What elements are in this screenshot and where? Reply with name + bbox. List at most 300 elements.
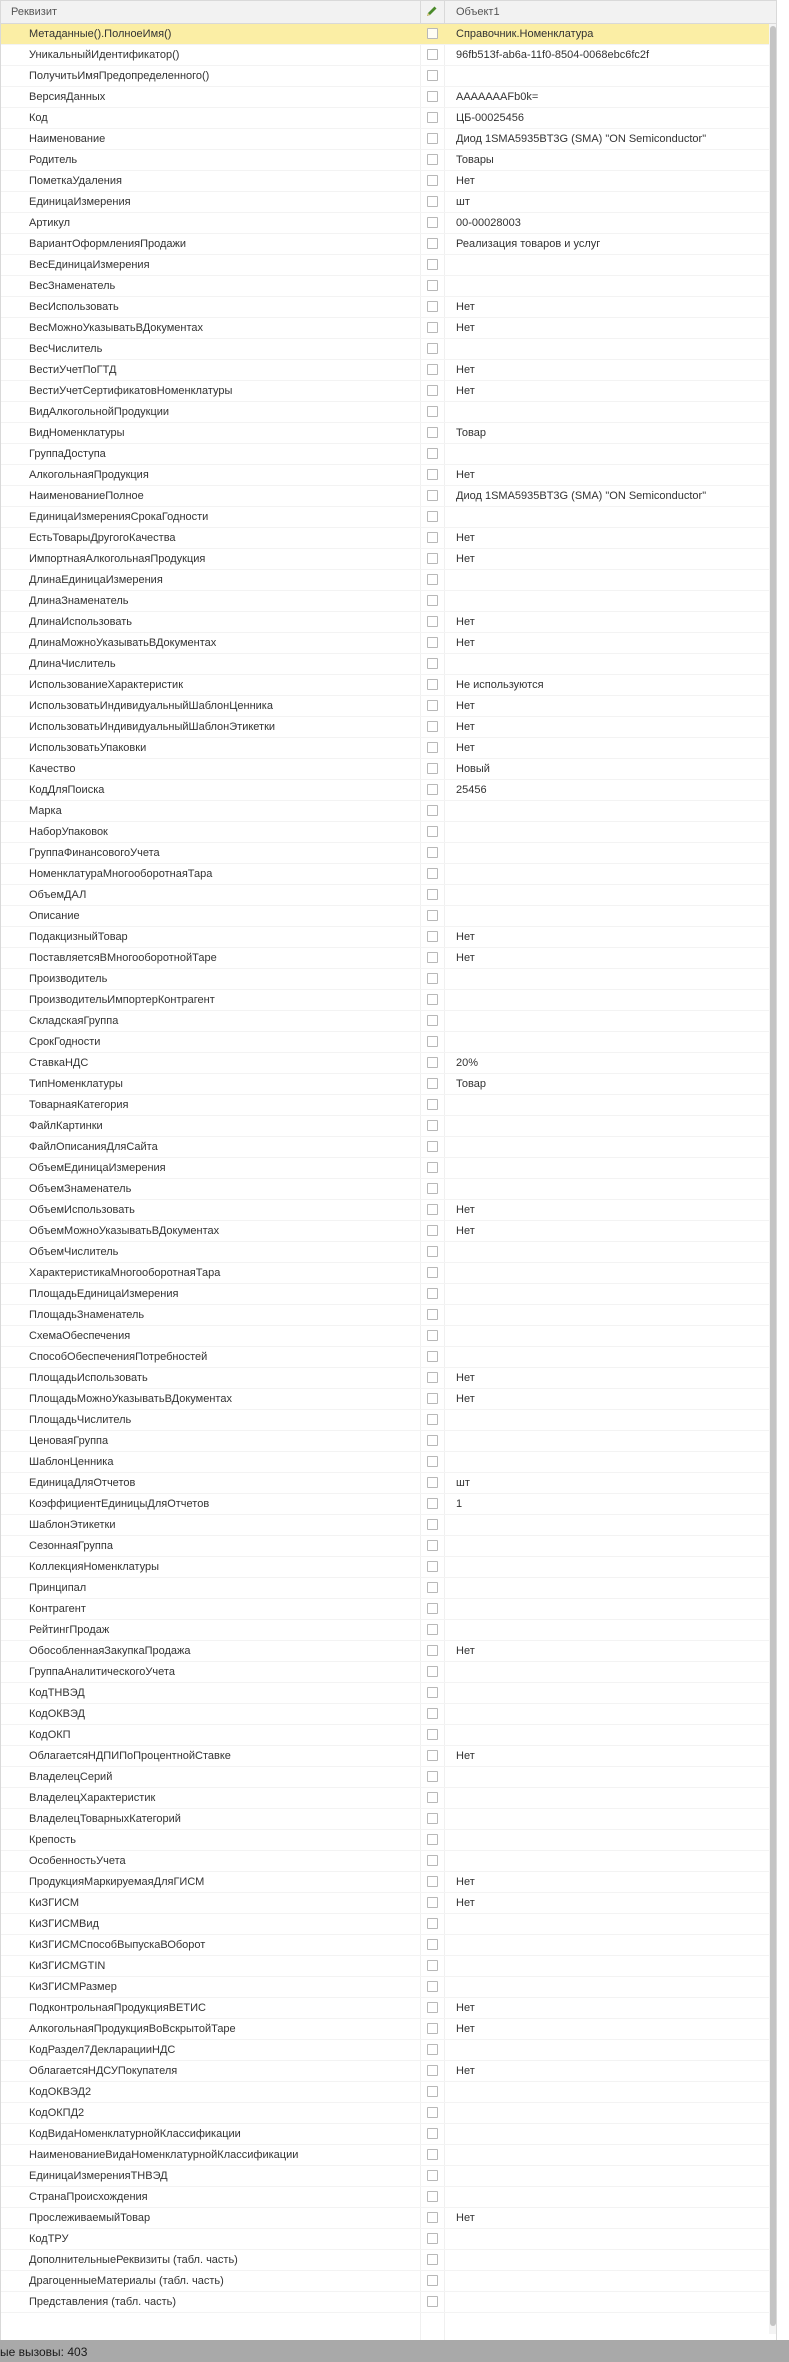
requisite-name: ВестиУчетСертификатовНоменклатуры [29, 385, 233, 397]
row-checkbox[interactable] [427, 2023, 438, 2034]
table-row[interactable] [1, 1809, 777, 1830]
table-row[interactable] [1, 1389, 777, 1410]
row-checkbox[interactable] [427, 2254, 438, 2265]
row-checkbox[interactable] [427, 2128, 438, 2139]
requisite-name: ВесЧислитель [29, 343, 103, 355]
row-checkbox[interactable] [427, 658, 438, 669]
table-row[interactable] [1, 822, 777, 843]
row-checkbox[interactable] [427, 910, 438, 921]
row-checkbox[interactable] [427, 1792, 438, 1803]
requisite-value: Нет [456, 2023, 475, 2035]
table-row[interactable] [1, 2082, 777, 2103]
row-checkbox[interactable] [427, 763, 438, 774]
table-row[interactable] [1, 591, 777, 612]
row-checkbox[interactable] [427, 1435, 438, 1446]
requisite-name: ПрослеживаемыйТовар [29, 2212, 151, 2224]
requisite-name: СрокГодности [29, 1036, 101, 1048]
table-row[interactable] [1, 1830, 777, 1851]
table-row[interactable] [1, 1473, 777, 1494]
row-checkbox[interactable] [427, 952, 438, 963]
table-row[interactable] [1, 675, 777, 696]
row-checkbox[interactable] [427, 2191, 438, 2202]
row-checkbox[interactable] [427, 469, 438, 480]
row-checkbox[interactable] [427, 973, 438, 984]
row-checkbox[interactable] [427, 1876, 438, 1887]
table-row[interactable] [1, 444, 777, 465]
requisite-name: ОблагаетсяНДСУПокупателя [29, 2065, 178, 2077]
table-row[interactable] [1, 381, 777, 402]
requisite-name: ЕдиницаИзмерения [29, 196, 131, 208]
requisite-name: Принципал [29, 1582, 87, 1594]
row-checkbox[interactable] [427, 1267, 438, 1278]
table-row[interactable] [1, 885, 777, 906]
table-row[interactable] [1, 1116, 777, 1137]
row-checkbox[interactable] [427, 1981, 438, 1992]
requisite-value: 20% [456, 1057, 479, 1069]
table-row[interactable] [1, 2040, 777, 2061]
table-row[interactable] [1, 549, 777, 570]
table-row[interactable] [1, 2145, 777, 2166]
table-row[interactable] [1, 1578, 777, 1599]
row-checkbox[interactable] [427, 1666, 438, 1677]
requisite-name: КодРаздел7ДекларацииНДС [29, 2044, 176, 2056]
requisite-value: Нет [456, 469, 475, 481]
row-checkbox[interactable] [427, 1372, 438, 1383]
row-checkbox[interactable] [427, 217, 438, 228]
row-checkbox[interactable] [427, 133, 438, 144]
table-row[interactable] [1, 1494, 777, 1515]
requisite-name: ИспользоватьИндивидуальныйШаблонЭтикетки [29, 721, 276, 733]
table-header [1, 1, 777, 24]
row-checkbox[interactable] [427, 49, 438, 60]
table-row[interactable] [1, 486, 777, 507]
table-row[interactable] [1, 1137, 777, 1158]
row-checkbox[interactable] [427, 364, 438, 375]
row-checkbox[interactable] [427, 28, 438, 39]
requisite-name: ВладелецХарактеристик [29, 1792, 156, 1804]
row-checkbox[interactable] [427, 1540, 438, 1551]
table-row[interactable] [1, 1620, 777, 1641]
requisite-name: ПометкаУдаления [29, 175, 122, 187]
row-checkbox[interactable] [427, 637, 438, 648]
status-text: ые вызовы: 403 [0, 2345, 88, 2359]
table-row[interactable] [1, 24, 777, 45]
row-checkbox[interactable] [427, 448, 438, 459]
row-checkbox[interactable] [427, 1393, 438, 1404]
table-row[interactable] [1, 1200, 777, 1221]
row-checkbox[interactable] [427, 427, 438, 438]
row-checkbox[interactable] [427, 1855, 438, 1866]
column-header-requisite[interactable]: Реквизит [11, 6, 57, 18]
table-row[interactable] [1, 1452, 777, 1473]
table-row[interactable] [1, 570, 777, 591]
table-row[interactable] [1, 1872, 777, 1893]
table-row[interactable] [1, 2250, 777, 2271]
row-checkbox[interactable] [427, 2065, 438, 2076]
table-row[interactable] [1, 1746, 777, 1767]
row-checkbox[interactable] [427, 1624, 438, 1635]
row-checkbox[interactable] [427, 1960, 438, 1971]
table-row[interactable] [1, 1242, 777, 1263]
row-checkbox[interactable] [427, 1708, 438, 1719]
requisite-value: 96fb513f-ab6a-11f0-8504-0068ebc6fc2f [456, 49, 650, 61]
table-row[interactable] [1, 2229, 777, 2250]
row-checkbox[interactable] [427, 1834, 438, 1845]
row-checkbox[interactable] [427, 322, 438, 333]
row-checkbox[interactable] [427, 70, 438, 81]
table-row[interactable] [1, 423, 777, 444]
table-row[interactable] [1, 108, 777, 129]
requisite-name: ШаблонЦенника [29, 1456, 114, 1468]
requisite-name: КодОКП [29, 1729, 71, 1741]
row-checkbox[interactable] [427, 1120, 438, 1131]
table-row[interactable] [1, 1431, 777, 1452]
table-row[interactable] [1, 1851, 777, 1872]
requisite-name: ПолучитьИмяПредопределенного() [29, 70, 210, 82]
requisite-name: ОсобенностьУчета [29, 1855, 126, 1867]
row-checkbox[interactable] [427, 175, 438, 186]
column-header-object[interactable]: Объект1 [456, 6, 500, 18]
table-row[interactable] [1, 402, 777, 423]
requisite-value: Нет [456, 1897, 475, 1909]
requisite-name: Марка [29, 805, 62, 817]
requisite-name: ДополнительныеРеквизиты (табл. часть) [29, 2254, 238, 2266]
row-checkbox[interactable] [427, 238, 438, 249]
requisite-value: Нет [456, 175, 475, 187]
row-checkbox[interactable] [427, 1078, 438, 1089]
row-checkbox[interactable] [427, 532, 438, 543]
table-row[interactable] [1, 1662, 777, 1683]
requisite-name: КиЗГИСМСпособВыпускаВОборот [29, 1939, 206, 1951]
table-row[interactable] [1, 1263, 777, 1284]
table-row[interactable] [1, 1221, 777, 1242]
requisite-value: Нет [456, 364, 475, 376]
table-row[interactable] [1, 1767, 777, 1788]
row-checkbox[interactable] [427, 511, 438, 522]
table-row[interactable] [1, 654, 777, 675]
row-checkbox[interactable] [427, 1015, 438, 1026]
requisite-name: СхемаОбеспечения [29, 1330, 131, 1342]
row-checkbox[interactable] [427, 280, 438, 291]
requisite-name: Метаданные().ПолноеИмя() [29, 28, 172, 40]
table-row[interactable] [1, 801, 777, 822]
requisite-value: Товар [456, 1078, 486, 1090]
requisite-name: ТоварнаяКатегория [29, 1099, 129, 1111]
row-checkbox[interactable] [427, 1939, 438, 1950]
row-checkbox[interactable] [427, 2107, 438, 2118]
requisite-value: Нет [456, 1645, 475, 1657]
row-checkbox[interactable] [427, 1351, 438, 1362]
table-row[interactable] [1, 1179, 777, 1200]
row-checkbox[interactable] [427, 2170, 438, 2181]
requisite-name: ГруппаАналитическогоУчета [29, 1666, 175, 1678]
row-checkbox[interactable] [427, 1687, 438, 1698]
table-row[interactable] [1, 1641, 777, 1662]
row-checkbox[interactable] [427, 994, 438, 1005]
row-checkbox[interactable] [427, 784, 438, 795]
table-row[interactable] [1, 1998, 777, 2019]
requisite-name: ВесМожноУказыватьВДокументах [29, 322, 204, 334]
requisite-name: ЕстьТоварыДругогоКачества [29, 532, 176, 544]
row-checkbox[interactable] [427, 1498, 438, 1509]
row-checkbox[interactable] [427, 2212, 438, 2223]
row-checkbox[interactable] [427, 1456, 438, 1467]
requisite-name: ОбъемДАЛ [29, 889, 87, 901]
row-checkbox[interactable] [427, 574, 438, 585]
row-checkbox[interactable] [427, 2044, 438, 2055]
requisite-name: ОбъемИспользовать [29, 1204, 135, 1216]
row-checkbox[interactable] [427, 1729, 438, 1740]
requisite-name: КоллекцияНоменклатуры [29, 1561, 160, 1573]
table-row[interactable] [1, 696, 777, 717]
table-row[interactable] [1, 633, 777, 654]
table-row[interactable] [1, 255, 777, 276]
row-checkbox[interactable] [427, 1288, 438, 1299]
table-row[interactable] [1, 843, 777, 864]
row-checkbox[interactable] [427, 1414, 438, 1425]
table-row[interactable] [1, 2019, 777, 2040]
table-row[interactable] [1, 1704, 777, 1725]
requisite-name: КодВидаНоменклатурнойКлассификации [29, 2128, 241, 2140]
row-checkbox[interactable] [427, 805, 438, 816]
row-checkbox[interactable] [427, 385, 438, 396]
table-row[interactable] [1, 780, 777, 801]
requisite-name: ЕдиницаИзмеренияТНВЭД [29, 2170, 168, 2182]
table-row[interactable] [1, 717, 777, 738]
table-row[interactable] [1, 1935, 777, 1956]
row-checkbox[interactable] [427, 2275, 438, 2286]
row-checkbox[interactable] [427, 1330, 438, 1341]
row-checkbox[interactable] [427, 826, 438, 837]
row-checkbox[interactable] [427, 1771, 438, 1782]
row-checkbox[interactable] [427, 1477, 438, 1488]
requisite-name: Наименование [29, 133, 106, 145]
table-row[interactable] [1, 1095, 777, 1116]
row-checkbox[interactable] [427, 1141, 438, 1152]
requisite-value: Не используются [456, 679, 544, 691]
table-row[interactable] [1, 1326, 777, 1347]
table-row[interactable] [1, 1158, 777, 1179]
row-checkbox[interactable] [427, 742, 438, 753]
table-row[interactable] [1, 1074, 777, 1095]
table-row[interactable] [1, 1032, 777, 1053]
row-checkbox[interactable] [427, 1645, 438, 1656]
row-checkbox[interactable] [427, 1561, 438, 1572]
row-checkbox[interactable] [427, 2002, 438, 2013]
requisite-value: Нет [456, 616, 475, 628]
table-row[interactable] [1, 2124, 777, 2145]
requisite-name: Артикул [29, 217, 71, 229]
row-checkbox[interactable] [427, 1204, 438, 1215]
requisite-name: СезоннаяГруппа [29, 1540, 113, 1552]
table-row[interactable] [1, 948, 777, 969]
table-row[interactable] [1, 1347, 777, 1368]
requisite-name: ВесЗнаменатель [29, 280, 116, 292]
table-row[interactable] [1, 465, 777, 486]
table-row[interactable] [1, 171, 777, 192]
requisite-name: ВестиУчетПоГТД [29, 364, 117, 376]
table-row[interactable] [1, 507, 777, 528]
row-checkbox[interactable] [427, 1309, 438, 1320]
pencil-icon[interactable] [425, 4, 439, 18]
table-row[interactable] [1, 234, 777, 255]
requisite-value: Нет [456, 2212, 475, 2224]
table-row[interactable] [1, 1305, 777, 1326]
row-checkbox[interactable] [427, 847, 438, 858]
row-checkbox[interactable] [427, 1519, 438, 1530]
table-row[interactable] [1, 2271, 777, 2292]
requisite-value: 00-00028003 [456, 217, 521, 229]
row-checkbox[interactable] [427, 616, 438, 627]
row-checkbox[interactable] [427, 2296, 438, 2307]
row-checkbox[interactable] [427, 301, 438, 312]
table-row[interactable] [1, 864, 777, 885]
table-row[interactable] [1, 360, 777, 381]
table-row[interactable] [1, 276, 777, 297]
table-row[interactable] [1, 1410, 777, 1431]
requisite-name: ОбособленнаяЗакупкаПродажа [29, 1645, 191, 1657]
table-row[interactable] [1, 1599, 777, 1620]
table-row[interactable] [1, 339, 777, 360]
table-row[interactable] [1, 192, 777, 213]
table-row[interactable] [1, 45, 777, 66]
table-row[interactable] [1, 612, 777, 633]
requisite-name: НоменклатураМногооборотнаяТара [29, 868, 213, 880]
table-row[interactable] [1, 87, 777, 108]
row-checkbox[interactable] [427, 1750, 438, 1761]
table-row[interactable] [1, 2061, 777, 2082]
row-checkbox[interactable] [427, 112, 438, 123]
row-checkbox[interactable] [427, 196, 438, 207]
row-checkbox[interactable] [427, 868, 438, 879]
requisite-name: ИспользованиеХарактеристик [29, 679, 184, 691]
table-row[interactable] [1, 969, 777, 990]
requisite-name: ШаблонЭтикетки [29, 1519, 116, 1531]
row-checkbox[interactable] [427, 259, 438, 270]
table-row[interactable] [1, 1956, 777, 1977]
requisite-name: УникальныйИдентификатор() [29, 49, 180, 61]
requisite-name: ДлинаМожноУказыватьВДокументах [29, 637, 217, 649]
requisite-name: КодОКВЭД2 [29, 2086, 92, 2098]
requisite-name: ПлощадьЧислитель [29, 1414, 132, 1426]
row-checkbox[interactable] [427, 721, 438, 732]
requisite-value: Нет [456, 931, 475, 943]
table-row[interactable] [1, 1683, 777, 1704]
requisite-name: ПодакцизныйТовар [29, 931, 128, 943]
table-row[interactable] [1, 1284, 777, 1305]
requisite-value: Нет [456, 385, 475, 397]
requisite-name: Представления (табл. часть) [29, 2296, 177, 2308]
table-row[interactable] [1, 1368, 777, 1389]
table-row[interactable] [1, 1536, 777, 1557]
requisite-value: Товар [456, 427, 486, 439]
row-checkbox[interactable] [427, 490, 438, 501]
requisite-value: AAAAAAAFb0k= [456, 91, 539, 103]
row-checkbox[interactable] [427, 91, 438, 102]
table-row[interactable] [1, 1725, 777, 1746]
row-checkbox[interactable] [427, 1813, 438, 1824]
requisite-value: шт [456, 196, 470, 208]
row-checkbox[interactable] [427, 679, 438, 690]
requisite-value: Нет [456, 952, 475, 964]
row-checkbox[interactable] [427, 931, 438, 942]
row-checkbox[interactable] [427, 2086, 438, 2097]
table-row[interactable] [1, 318, 777, 339]
requisite-name: ПлощадьМожноУказыватьВДокументах [29, 1393, 232, 1405]
table-row[interactable] [1, 1788, 777, 1809]
row-checkbox[interactable] [427, 154, 438, 165]
requisite-name: ДлинаЕдиницаИзмерения [29, 574, 163, 586]
table-row[interactable] [1, 738, 777, 759]
row-checkbox[interactable] [427, 343, 438, 354]
row-checkbox[interactable] [427, 1918, 438, 1929]
table-row[interactable] [1, 1914, 777, 1935]
requisite-name: КоэффициентЕдиницыДляОтчетов [29, 1498, 210, 1510]
requisite-value: Нет [456, 2002, 475, 2014]
table-row[interactable] [1, 927, 777, 948]
requisite-name: КодОКПД2 [29, 2107, 85, 2119]
row-checkbox[interactable] [427, 700, 438, 711]
row-checkbox[interactable] [427, 595, 438, 606]
row-checkbox[interactable] [427, 1897, 438, 1908]
table-row[interactable] [1, 150, 777, 171]
row-checkbox[interactable] [427, 1246, 438, 1257]
vertical-scrollbar[interactable] [769, 24, 777, 2334]
table-row[interactable] [1, 2103, 777, 2124]
table-row[interactable] [1, 759, 777, 780]
row-checkbox[interactable] [427, 889, 438, 900]
scrollbar-thumb[interactable] [770, 26, 776, 2326]
table-row[interactable] [1, 129, 777, 150]
row-checkbox[interactable] [427, 553, 438, 564]
table-row[interactable] [1, 528, 777, 549]
requisite-name: СтранаПроисхождения [29, 2191, 148, 2203]
requisite-value: Нет [456, 637, 475, 649]
requisite-name: ВидАлкогольнойПродукции [29, 406, 170, 418]
table-row[interactable] [1, 213, 777, 234]
row-checkbox[interactable] [427, 1162, 438, 1173]
requisite-value: Реализация товаров и услуг [456, 238, 601, 250]
table-row[interactable] [1, 1557, 777, 1578]
table-row[interactable] [1, 66, 777, 87]
table-row[interactable] [1, 1011, 777, 1032]
table-row[interactable] [1, 2292, 777, 2313]
table-row[interactable] [1, 1977, 777, 1998]
table-row[interactable] [1, 2187, 777, 2208]
row-checkbox[interactable] [427, 406, 438, 417]
row-checkbox[interactable] [427, 2149, 438, 2160]
table-row[interactable] [1, 1893, 777, 1914]
requisite-name: Качество [29, 763, 76, 775]
table-row[interactable] [1, 1053, 777, 1074]
row-checkbox[interactable] [427, 1225, 438, 1236]
table-row[interactable] [1, 2166, 777, 2187]
table-row[interactable] [1, 1515, 777, 1536]
table-row[interactable] [1, 906, 777, 927]
table-row[interactable] [1, 297, 777, 318]
row-checkbox[interactable] [427, 1183, 438, 1194]
table-row[interactable] [1, 2208, 777, 2229]
row-checkbox[interactable] [427, 1582, 438, 1593]
row-checkbox[interactable] [427, 2233, 438, 2244]
requisite-value: Нет [456, 2065, 475, 2077]
row-checkbox[interactable] [427, 1057, 438, 1068]
row-checkbox[interactable] [427, 1603, 438, 1614]
requisite-name: НаименованиеПолное [29, 490, 144, 502]
row-checkbox[interactable] [427, 1036, 438, 1047]
table-row[interactable] [1, 990, 777, 1011]
row-checkbox[interactable] [427, 1099, 438, 1110]
